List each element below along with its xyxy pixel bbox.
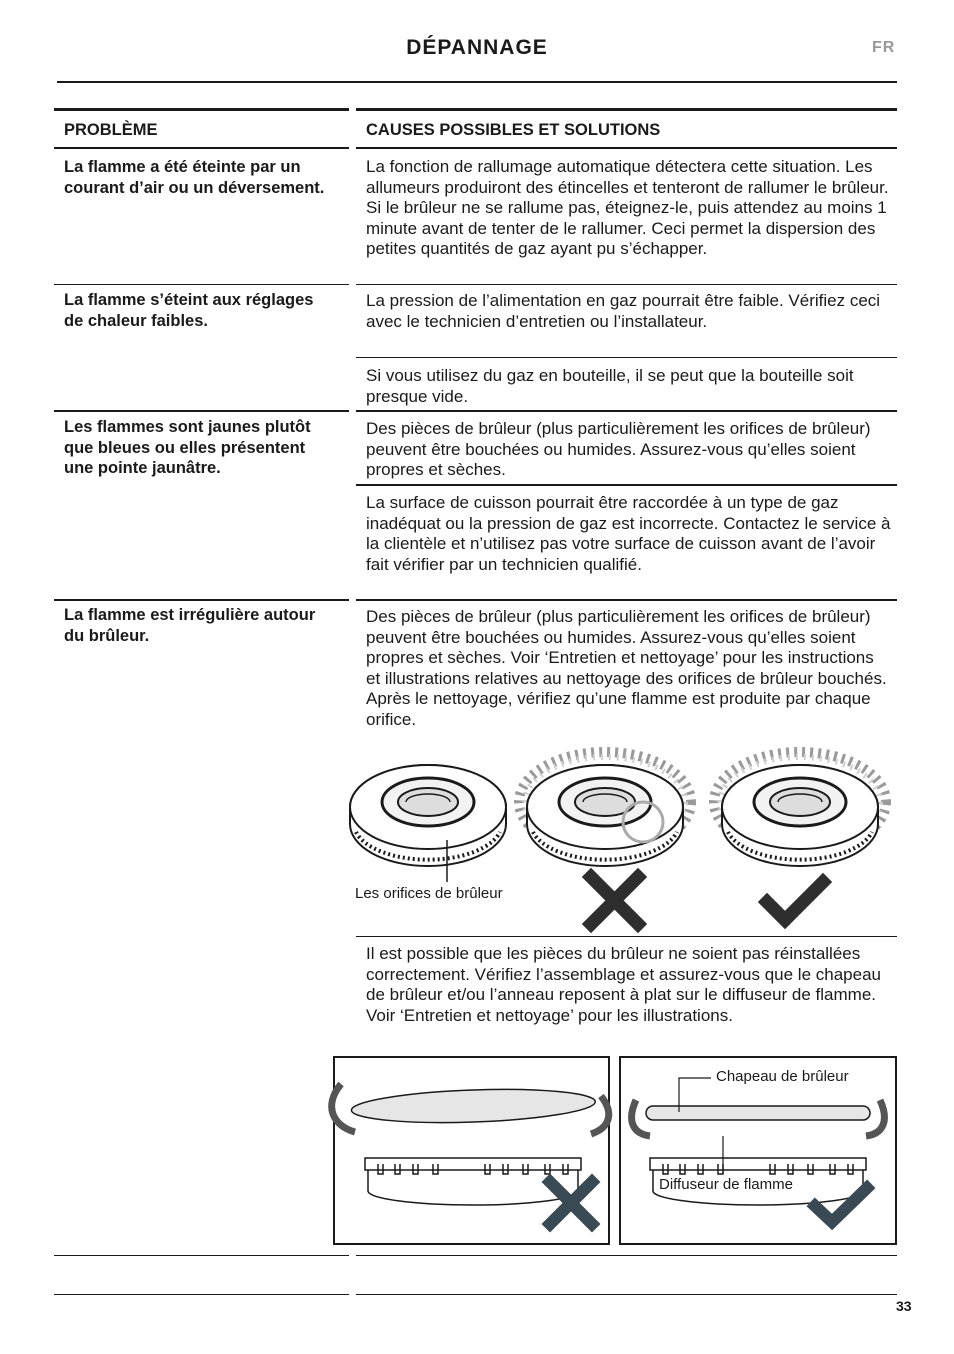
solution-text-2b: Si vous utilisez du gaz en bouteille, il se peut que la bouteille soit presque vide. bbox=[366, 366, 854, 406]
footer-rule-right bbox=[356, 1294, 897, 1295]
solution-text-3a: Des pièces de brûleur (plus particulièrement les orifices de brûleur) peuvent être bouchées ou humides. Assurez-vous qu’elles soient propres et sèches. bbox=[366, 419, 871, 479]
cross-icon bbox=[591, 877, 638, 924]
problem-text-2: La flamme s’éteint aux réglages de chaleur faibles. bbox=[64, 291, 314, 330]
page-title: DÉPANNAGE bbox=[406, 36, 548, 59]
diffuser-caption: Diffuseur de flamme bbox=[659, 1176, 793, 1193]
problem-text-1: La flamme a été éteinte par un courant d’air ou un déversement. bbox=[64, 158, 325, 197]
language-tag: FR bbox=[872, 39, 896, 56]
header-rule bbox=[57, 81, 897, 83]
sub-divider-4 bbox=[356, 936, 897, 937]
row-divider-3-right bbox=[356, 599, 897, 601]
row-divider-1-right bbox=[356, 284, 897, 285]
table-header-rule-right bbox=[356, 147, 897, 149]
burner-orifices-illustration bbox=[340, 742, 900, 932]
solution-text-1: La fonction de rallumage automatique détectera cette situation. Les allumeurs produiront des étincelles et tenteront de rallumer le brûleur. Si le brûleur ne se rallume pas, éteignez-le, puis attendez au moins 1 minute avant de tenter de le rallumer. Ceci permet la dispersion des petites quantités de gaz ayant pu s’échapper. bbox=[366, 157, 889, 258]
page-number: 33 bbox=[896, 1298, 912, 1314]
orifices-caption: Les orifices de brûleur bbox=[355, 885, 503, 902]
row-divider-1-left bbox=[54, 284, 349, 285]
table-bottom-rule-left bbox=[54, 1255, 349, 1256]
column-header-problem: PROBLÈME bbox=[64, 121, 158, 139]
table-top-rule-right bbox=[356, 108, 897, 111]
sub-divider-2 bbox=[356, 357, 897, 358]
sub-divider-3 bbox=[356, 484, 897, 486]
solution-text-4a: Des pièces de brûleur (plus particulièrement les orifices de brûleur) peuvent être bouchées ou humides. Assurez-vous qu’elles soient propres et sèches. Voir ‘Entretien et nettoyage’ pour les instructions et illustrations relatives au nettoyage des orifices de brûleur bouchés. Après le nettoyage, vérifiez qu’une flamme est produite par chaque orifice. bbox=[366, 607, 887, 729]
problem-text-4: La flamme est irrégulière autour du brûleur. bbox=[64, 606, 316, 645]
column-header-solutions: CAUSES POSSIBLES ET SOLUTIONS bbox=[366, 121, 661, 139]
cap-caption: Chapeau de brûleur bbox=[716, 1068, 849, 1085]
solution-text-4b: Il est possible que les pièces du brûleur ne soient pas réinstallées correctement. Vérifiez l’assemblage et assurez-vous que le chapeau de brûleur et/ou l’anneau reposent à plat sur le diffuseur de flamme. Voir ‘Entretien et nettoyage’ pour les illustrations. bbox=[366, 944, 881, 1025]
solution-text-3b: La surface de cuisson pourrait être raccordée à un type de gaz inadéquat ou la pression de gaz est incorrecte. Contactez le service à la clientèle et n’utilisez pas votre surface de cuisson avant de l’avoir fait vérifier par un technicien qualifié. bbox=[366, 493, 891, 574]
table-header-rule-left bbox=[54, 147, 349, 149]
footer-rule-left bbox=[54, 1294, 349, 1295]
table-bottom-rule-right bbox=[356, 1255, 897, 1256]
table-top-rule-left bbox=[54, 108, 349, 111]
solution-text-2a: La pression de l’alimentation en gaz pourrait être faible. Vérifiez ceci avec le technicien d’entretien ou l’installateur. bbox=[366, 291, 881, 331]
check-icon bbox=[767, 882, 823, 920]
row-divider-3-left bbox=[54, 599, 349, 601]
row-divider-2-right bbox=[356, 410, 897, 412]
row-divider-2-left bbox=[54, 410, 349, 412]
problem-text-3: Les flammes sont jaunes plutôt que bleues ou elles présentent une pointe jaunâtre. bbox=[64, 418, 311, 477]
